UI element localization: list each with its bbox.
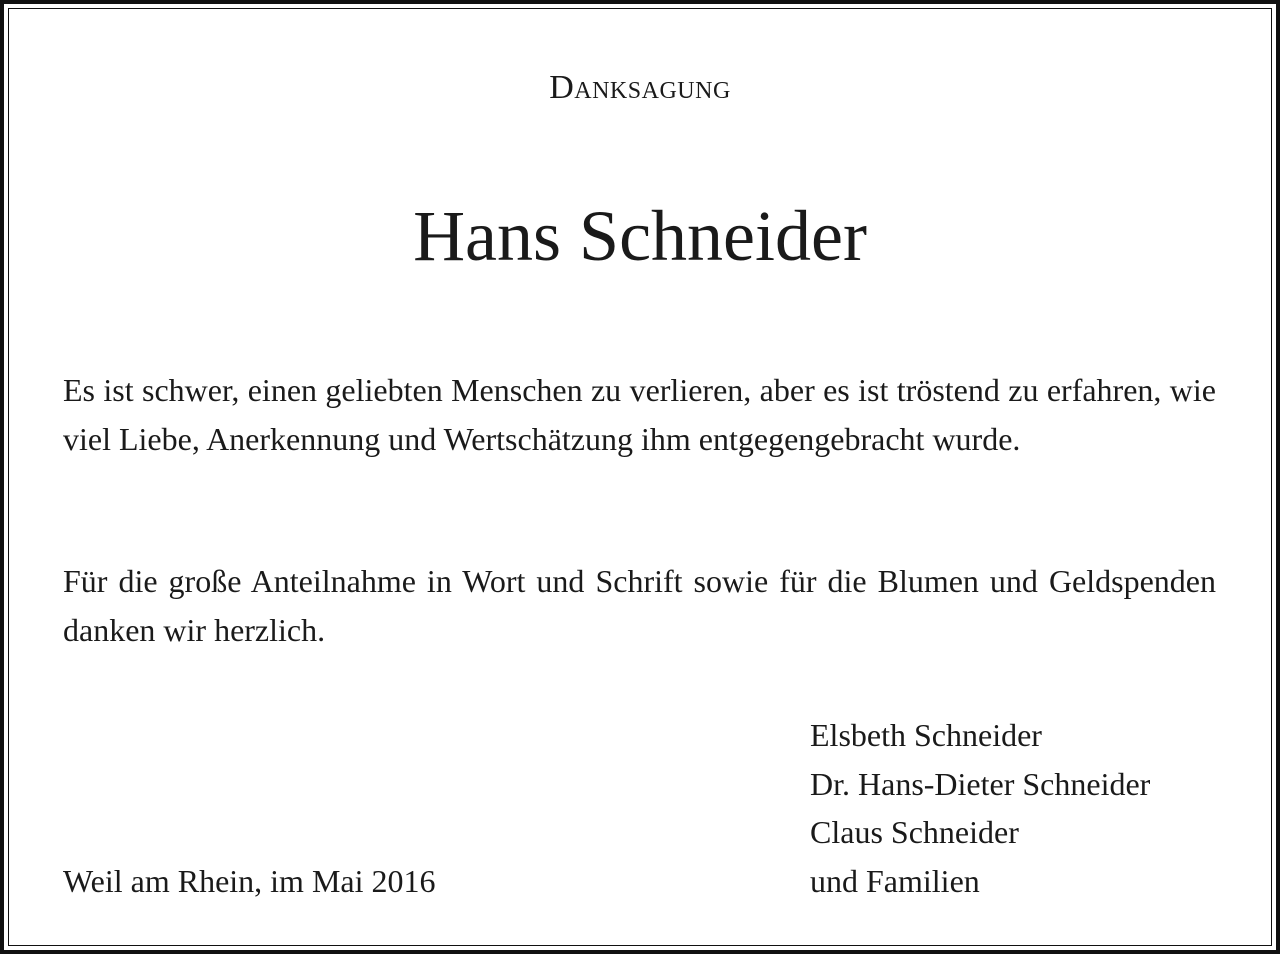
- place-and-date: Weil am Rhein, im Mai 2016: [63, 863, 436, 899]
- signatory-name: und Familien: [810, 862, 980, 899]
- thanks-paragraph: Für die große Anteilnahme in Wort und Schrift sowie für die Blumen und Geldspenden danken wir herzlich.: [63, 563, 1216, 648]
- signatories-block: [810, 711, 1150, 905]
- condolence-paragraph: Es ist schwer, einen geliebten Menschen zu verlieren, aber es ist tröstend zu erfahren, wie viel Liebe, Anerkennung und Wertschätzung ihm entgegengebracht wurde.: [63, 372, 1216, 457]
- signatory-name: Dr. Hans-Dieter Schneider: [810, 765, 1151, 802]
- deceased-name: Hans Schneider: [413, 196, 867, 276]
- signatory-name: Elsbeth Schneider: [810, 717, 1042, 753]
- signatory-name: Claus Schneider: [810, 814, 1019, 850]
- notice-heading: Danksagung: [549, 69, 731, 106]
